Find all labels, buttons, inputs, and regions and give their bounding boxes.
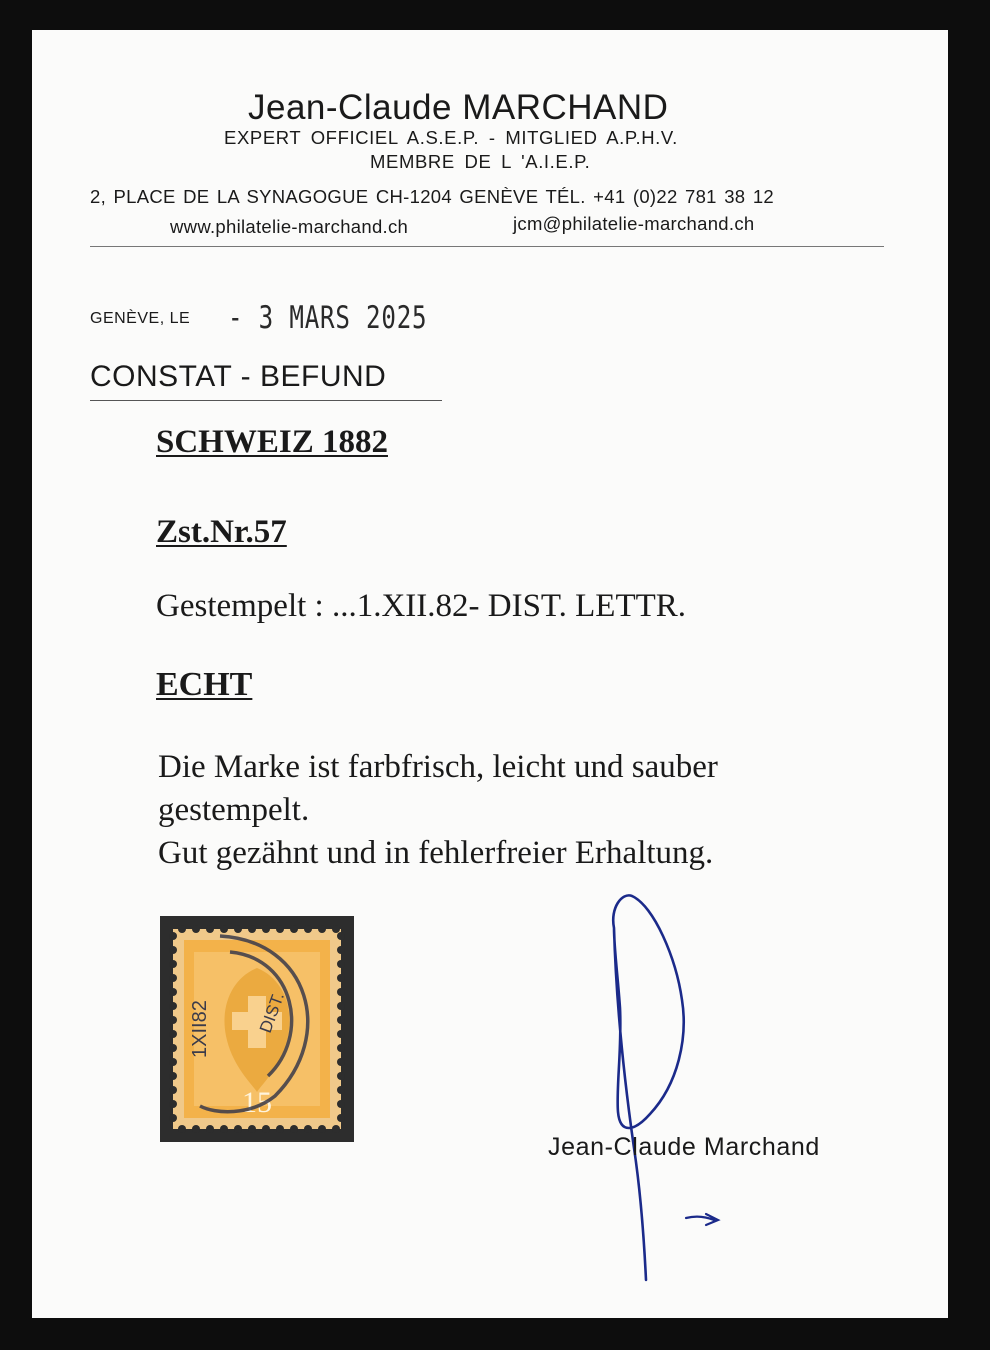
- description-line-1: Die Marke ist farbfrisch, leicht und sauber: [158, 749, 718, 785]
- country-year: SCHWEIZ 1882: [156, 424, 388, 460]
- postmark-date: 1XII82: [189, 1000, 211, 1058]
- stamp-image: [160, 916, 354, 1142]
- place-label: GENÈVE, LE: [90, 310, 191, 327]
- cancellation-text: Gestempelt : ...1.XII.82- DIST. LETTR.: [156, 588, 687, 624]
- header-divider: [90, 246, 884, 247]
- signatory-name: Jean-Claude Marchand: [548, 1133, 820, 1161]
- title-divider: [90, 400, 442, 401]
- handwritten-signature: [572, 888, 742, 1308]
- stamp-value: 15: [242, 1086, 272, 1119]
- description-line-2: gestempelt.: [158, 792, 310, 828]
- date-stamp: - 3 MARS 2025: [228, 300, 428, 336]
- expert-name: Jean-Claude MARCHAND: [248, 88, 669, 127]
- header-website: www.philatelie-marchand.ch: [170, 216, 409, 237]
- description: [158, 746, 838, 875]
- certificate-paper: [32, 30, 948, 1318]
- header-membership: MEMBRE DE L 'A.I.E.P.: [370, 151, 591, 172]
- postmark-dist: DIST.: [255, 989, 288, 1036]
- description-line-3: Gut gezähnt und in fehlerfreier Erhaltung.: [158, 835, 714, 871]
- certificate-title: CONSTAT - BEFUND: [90, 360, 387, 393]
- header-email: jcm@philatelie-marchand.ch: [513, 213, 755, 234]
- catalog-number: Zst.Nr.57: [156, 514, 287, 550]
- verdict: ECHT: [156, 666, 253, 703]
- header-credentials: EXPERT OFFICIEL A.S.E.P. - MITGLIED A.P.H.V.: [224, 127, 678, 148]
- header-address: 2, PLACE DE LA SYNAGOGUE CH-1204 GENÈVE TÉL. +41 (0)22 781 38 12: [90, 186, 774, 207]
- stamp-photo: [160, 916, 354, 1142]
